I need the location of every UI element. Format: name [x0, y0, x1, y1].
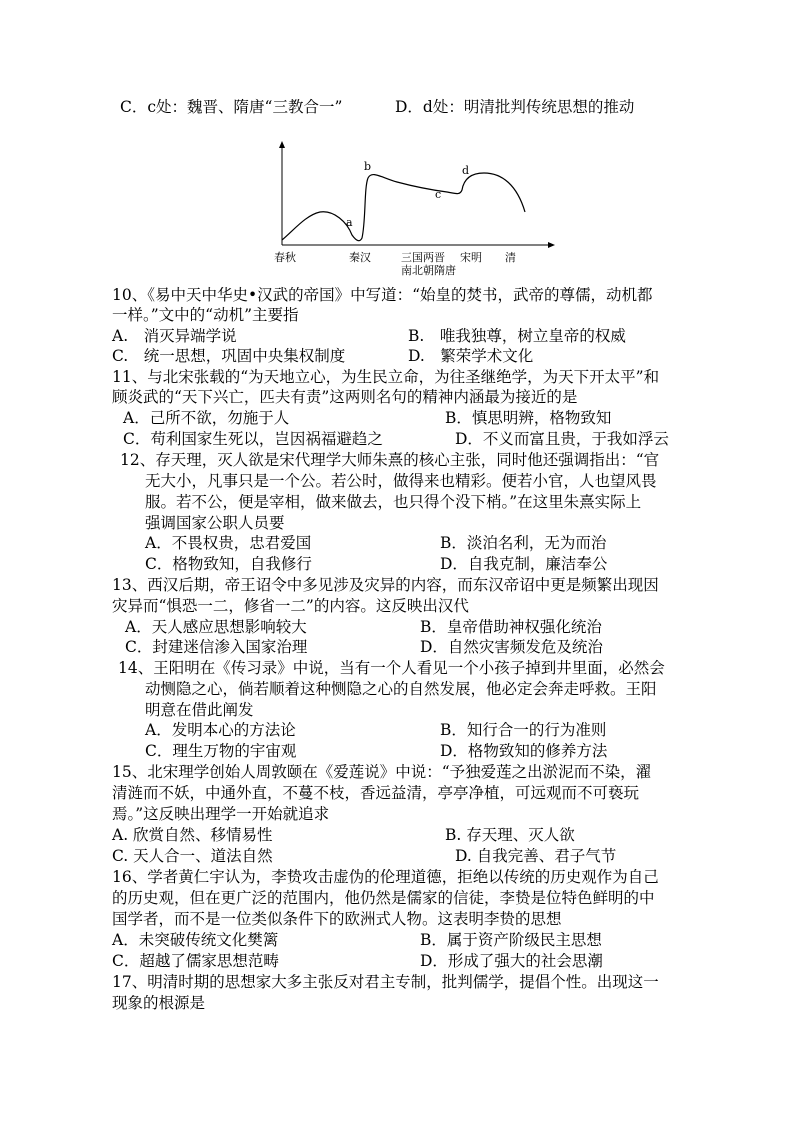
q14-stem-1: 14、王阳明在《传习录》中说，当有一个人看见一个小孩子掉到井里面，必然会	[118, 659, 665, 677]
q14-stem-3: 明意在借此阐发	[145, 701, 254, 719]
q16-option-c: C．超越了儒家思想范畴	[112, 952, 279, 970]
q12-option-c: C．格物致知，自我修行	[145, 555, 312, 573]
point-label-d: d	[462, 164, 470, 177]
q15-option-b: B. 存天理、灭人欲	[445, 826, 575, 844]
point-label-c: c	[435, 188, 442, 201]
q15-option-d: D. 自我完善、君子气节	[455, 847, 617, 865]
x-tick-nanbeichao: 南北朝隋唐	[401, 264, 456, 277]
q10-option-d: D. 繁荣学术文化	[408, 347, 534, 365]
q17-stem-1: 17、明清时期的思想家大多主张反对君主专制，批判儒学，提倡个性。出现这一	[112, 973, 659, 991]
q14-option-b: B．知行合一的行为准则	[440, 721, 607, 739]
q10-stem-2: 一样。”文中的“动机”主要指	[112, 306, 299, 324]
x-tick-qinhan: 秦汉	[349, 251, 371, 264]
y-axis-arrow	[279, 141, 285, 148]
trend-curve	[282, 173, 525, 241]
q16-option-b: B．属于资产阶级民主思想	[420, 931, 602, 949]
x-tick-qing: 清	[505, 251, 516, 264]
q15-stem-1: 15、北宋理学创始人周敦颐在《爱莲说》中说：“予独爱莲之出淤泥而不染，濯	[112, 763, 652, 781]
q13-stem-1: 13、西汉后期，帝王诏令中多见涉及灾异的内容，而东汉帝诏中更是频繁出现因	[112, 576, 659, 594]
option-d-prev: D．d处：明清批判传统思想的推动	[395, 98, 635, 116]
q16-stem-2: 的历史观，但在更广泛的范围内，他仍然是儒家的信徒，李贽是位特色鲜明的中	[112, 889, 655, 907]
q12-option-d: D．自我克制，廉洁奉公	[440, 555, 608, 573]
q11-stem-1: 11、与北宋张载的“为天地立心，为生民立命，为往圣继绝学，为天下开太平”和	[112, 368, 660, 386]
q15-stem-3: 焉。”这反映出理学一开始就追求	[112, 805, 330, 823]
q10-option-c: C. 统一思想，巩固中央集权制度	[112, 347, 346, 365]
q13-stem-2: 灾异而“惧恐一二，修省一二”的内容。这反映出汉代	[112, 597, 469, 615]
q15-option-a: A. 欣赏自然、移情易性	[112, 826, 273, 844]
point-label-a: a	[346, 216, 353, 229]
q12-stem-4: 强调国家公职人员要	[145, 514, 285, 532]
q12-option-a: A．不畏权贵，忠君爱国	[145, 534, 312, 552]
q10-option-a: A. 消灭异端学说	[112, 327, 237, 345]
q13-option-b: B．皇帝借助神权强化统治	[420, 618, 602, 636]
x-tick-chunqiu: 春秋	[274, 251, 296, 264]
q16-option-d: D．形成了强大的社会思潮	[420, 952, 603, 970]
x-axis-arrow	[548, 242, 555, 248]
q12-stem-1: 12、存天理，灭人欲是宋代理学大师朱熹的核心主张，同时他还强调指出：“官	[120, 451, 660, 469]
q10-option-b: B. 唯我独尊，树立皇帝的权威	[408, 327, 626, 345]
x-tick-sanguo: 三国两晋	[401, 251, 445, 264]
q16-option-a: A．未突破传统文化樊篱	[112, 931, 279, 949]
q14-option-d: D．格物致知的修养方法	[440, 742, 608, 760]
q15-option-c: C. 天人合一、道法自然	[112, 847, 273, 865]
q11-stem-2: 顾炎武的“天下兴亡，匹夫有责”这两则名句的精神内涵最为接近的是	[112, 388, 578, 406]
q13-option-c: C．封建迷信渗入国家治理	[125, 638, 308, 656]
q17-stem-2: 现象的根源是	[112, 994, 206, 1012]
q11-option-a: A．己所不欲，勿施于人	[123, 409, 290, 427]
q14-option-c: C．理生万物的宇宙观	[145, 742, 297, 760]
q16-stem-1: 16、学者黄仁宇认为，李贽攻击虚伪的伦理道德，拒绝以传统的历史观作为自己	[112, 868, 659, 886]
q15-stem-2: 清涟而不妖，中通外直，不蔓不枝，香远益清，亭亭净植，可远观而不可亵玩	[112, 784, 640, 802]
q13-option-d: D．自然灾害频发危及统治	[420, 638, 603, 656]
history-trend-chart	[262, 140, 562, 280]
q11-option-c: C．苟利国家生死以，岂因祸福避趋之	[123, 430, 383, 448]
q11-option-b: B．慎思明辨，格物致知	[445, 409, 612, 427]
q14-stem-2: 动恻隐之心，倘若顺着这种恻隐之心的自然发展，他必定会奔走呼救。王阳	[145, 680, 657, 698]
q12-stem-3: 服。若不公，便是宰相，做来做去，也只得个没下梢。”在这里朱熹实际上	[145, 493, 642, 511]
q12-stem-2: 无大小，凡事只是一个公。若公时，做得来也精彩。便若小官，人也望风畏	[145, 472, 657, 490]
option-c-prev: C．c处：魏晋、隋唐“三教合一”	[120, 98, 343, 116]
q10-stem-1: 10、《易中天中华史•汉武的帝国》中写道：“始皇的焚书，武帝的尊儒，动机都	[112, 286, 653, 304]
point-label-b: b	[364, 160, 372, 173]
x-tick-songming: 宋明	[460, 251, 482, 264]
q14-option-a: A．发明本心的方法论	[145, 721, 296, 739]
q16-stem-3: 国学者，而不是一位类似条件下的欧洲式人物。这表明李贽的思想	[112, 910, 562, 928]
q12-option-b: B．淡泊名利，无为而治	[440, 534, 607, 552]
q13-option-a: A．天人感应思想影响较大	[125, 618, 307, 636]
q11-option-d: D．不义而富且贵，于我如浮云	[455, 430, 669, 448]
